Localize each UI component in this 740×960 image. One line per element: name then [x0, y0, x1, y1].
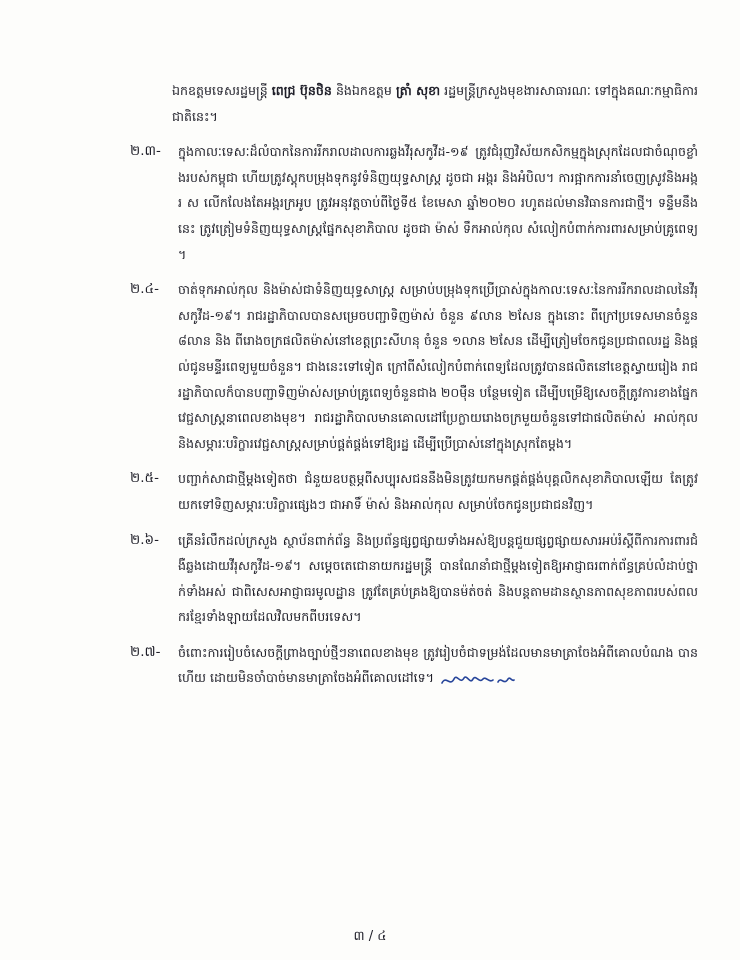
paragraph-2-5	[130, 466, 698, 517]
paragraph-number: ២.៤-	[130, 281, 159, 298]
paragraph-number: ២.៣-	[130, 143, 161, 160]
intro-text-part-2: និងឯកឧត្តម	[331, 83, 396, 98]
intro-text-part-1: ឯកឧត្តមទេសរដ្ឋមន្ត្រី	[172, 83, 272, 98]
page-number: ៣ / ៤	[353, 929, 387, 944]
paragraph-2-4	[130, 277, 698, 456]
paragraph-2-7	[130, 640, 698, 692]
initials-signature	[440, 666, 516, 692]
paragraph-text: ចាត់ទុកអាល់កុល និងម៉ាស់ជាទំនិញយុទ្ធសាស្ត្រ សម្រាប់បម្រុងទុកប្រើប្រាស់ក្នុងកាលៈទេសៈនៃការរីករាលដាលនៃវីរុសកូវីដ-១៩។ រាជរដ្ឋាភិបាលបានសម្រេចបញ្ជាទិញម៉ាស់ ចំនួន ៩លាន ២សែន ក្នុងនោះ ពីក្រៅប្រទេសមានចំនួន ៨លាន និង ពីរោងចក្រផលិតម៉ាស់នៅខេត្តព្រះសីហនុ ចំនួន ១លាន ២សែន ដើម្បីត្រៀមចែកជូនប្រជាពលរដ្ឋ និងផ្តល់ជូនមន្ទីរពេទ្យមួយចំនួន។ ជាងនេះទៅទៀត ក្រៅពីសំលៀកបំពាក់ពេទ្យដែលត្រូវបានផលិតនៅខេត្តស្វាយរៀង រាជរដ្ឋាភិបាលក៏បានបញ្ជាទិញម៉ាស់សម្រាប់គ្រូពេទ្យចំនួនជាង ២០ម៉ឺន បន្ថែមទៀត ដើម្បីបម្រើឱ្យសេចក្តីត្រូវការខាងផ្នែកវេជ្ជសាស្ត្រនាពេលខាងមុខ។ រាជរដ្ឋាភិបាលមានគោលដៅប្រែក្លាយរោងចក្រមួយចំនួនទៅជាផលិតម៉ាស់ អាល់កុល និងសម្ភារៈបរិក្ខារវេជ្ជសាស្ត្រសម្រាប់ផ្គត់ផ្គង់ទៅឱ្យរដ្ឋ ដើម្បីប្រើប្រាស់នៅក្នុងស្រុកតែម្តង។	[178, 282, 698, 451]
paragraph-text: ក្នុងកាលៈទេសៈដ៏លំបាកនៃការរីករាលដាលការឆ្លងវីរុសកូវីដ-១៩ ត្រូវជំរុញវិស័យកសិកម្មក្នុងស្រុកដែលជាចំណុចខ្លាំងរបស់កម្ពុជា ហើយត្រូវស្តុកបម្រុងទុកនូវទំនិញយុទ្ធសាស្ត្រ ដូចជា អង្ករ និងអំបិល។ ការផ្អាកការនាំចេញស្រូវនិងអង្ករ ស លើកលែងតែអង្ករក្រអូប ត្រូវអនុវត្តចាប់ពីថ្ងៃទី៥ ខែមេសា ឆ្នាំ២០២០ រហូតដល់មានវិធានការជាថ្មី។ ទន្ទឹមនឹងនេះ ត្រូវត្រៀមទំនិញយុទ្ធសាស្ត្រផ្នែកសុខាភិបាល ដូចជា ម៉ាស់ ទឹកអាល់កុល សំលៀកបំពាក់ការពារសម្រាប់គ្រូពេទ្យ។	[178, 144, 698, 262]
intro-text-part-3: រដ្ឋមន្ត្រីក្រសួងមុខងារសាធារណៈ ទៅក្នុងគណៈកម្មាធិការជាតិនេះ។	[172, 83, 698, 124]
paragraph-text: គ្រើនរំលឹកដល់ក្រសួង ស្ថាប័នពាក់ព័ន្ធ និងប្រព័ន្ធផ្សព្វផ្សាយទាំងអស់ឱ្យបន្តជួយផ្សព្វផ្សាយសារអប់រំស្តីពីការការពារជំងឺឆ្លងដោយវីរុសកូវីដ-១៩។ សម្តេចតេជោនាយករដ្ឋមន្ត្រី បានណែនាំជាថ្មីម្តងទៀតឱ្យអាជ្ញាធរពាក់ព័ន្ធគ្រប់លំដាប់ថ្នាក់ទាំងអស់ ជាពិសេសអាជ្ញាធរមូលដ្ឋាន ត្រូវតែគ្រប់គ្រងឱ្យបានម៉ត់ចត់ និងបន្តតាមដានស្ថានភាពសុខភាពរបស់ពលករខ្មែរទាំងឡាយដែលវិលមកពីបរទេស។	[178, 532, 698, 625]
minister-name-2: ត្រាំ សុខា	[395, 83, 441, 98]
paragraph-number: ២.៧-	[130, 643, 161, 660]
paragraph-text-content: ចំពោះការរៀបចំសេចក្តីព្រាងច្បាប់ថ្មីៗនាពេលខាងមុខ ត្រូវរៀបចំជាទម្រង់ដែលមានមាត្រាចែងអំពីគោលបំណង បានហើយ ដោយមិនចាំបាច់មានមាត្រាចែងអំពីគោលដៅទេ។	[178, 644, 698, 686]
minister-name-1: ពេជ្រ ប៊ុនថិន	[271, 83, 332, 98]
paragraph-2-3	[130, 139, 698, 267]
intro-paragraph	[172, 78, 698, 129]
paragraph-text: បញ្ជាក់សាជាថ្មីម្តងទៀតថា ជំនួយឧបត្ថម្ភពីសប្បុរសជននឹងមិនត្រូវយកមកផ្គត់ផ្គង់បុគ្គលិកសុខាភិបាលឡើយ តែត្រូវយកទៅទិញសម្ភារៈបរិក្ខារផ្សេងៗ ជាអាទិ៍ ម៉ាស់ និងអាល់កុល សម្រាប់ចែកជូនប្រជាជនវិញ។	[178, 471, 698, 512]
paragraph-text	[178, 640, 698, 692]
paragraph-2-6	[130, 528, 698, 630]
paragraph-number: ២.៦-	[130, 531, 159, 548]
intro-text	[172, 78, 698, 129]
paragraph-number: ២.៥-	[130, 470, 159, 487]
